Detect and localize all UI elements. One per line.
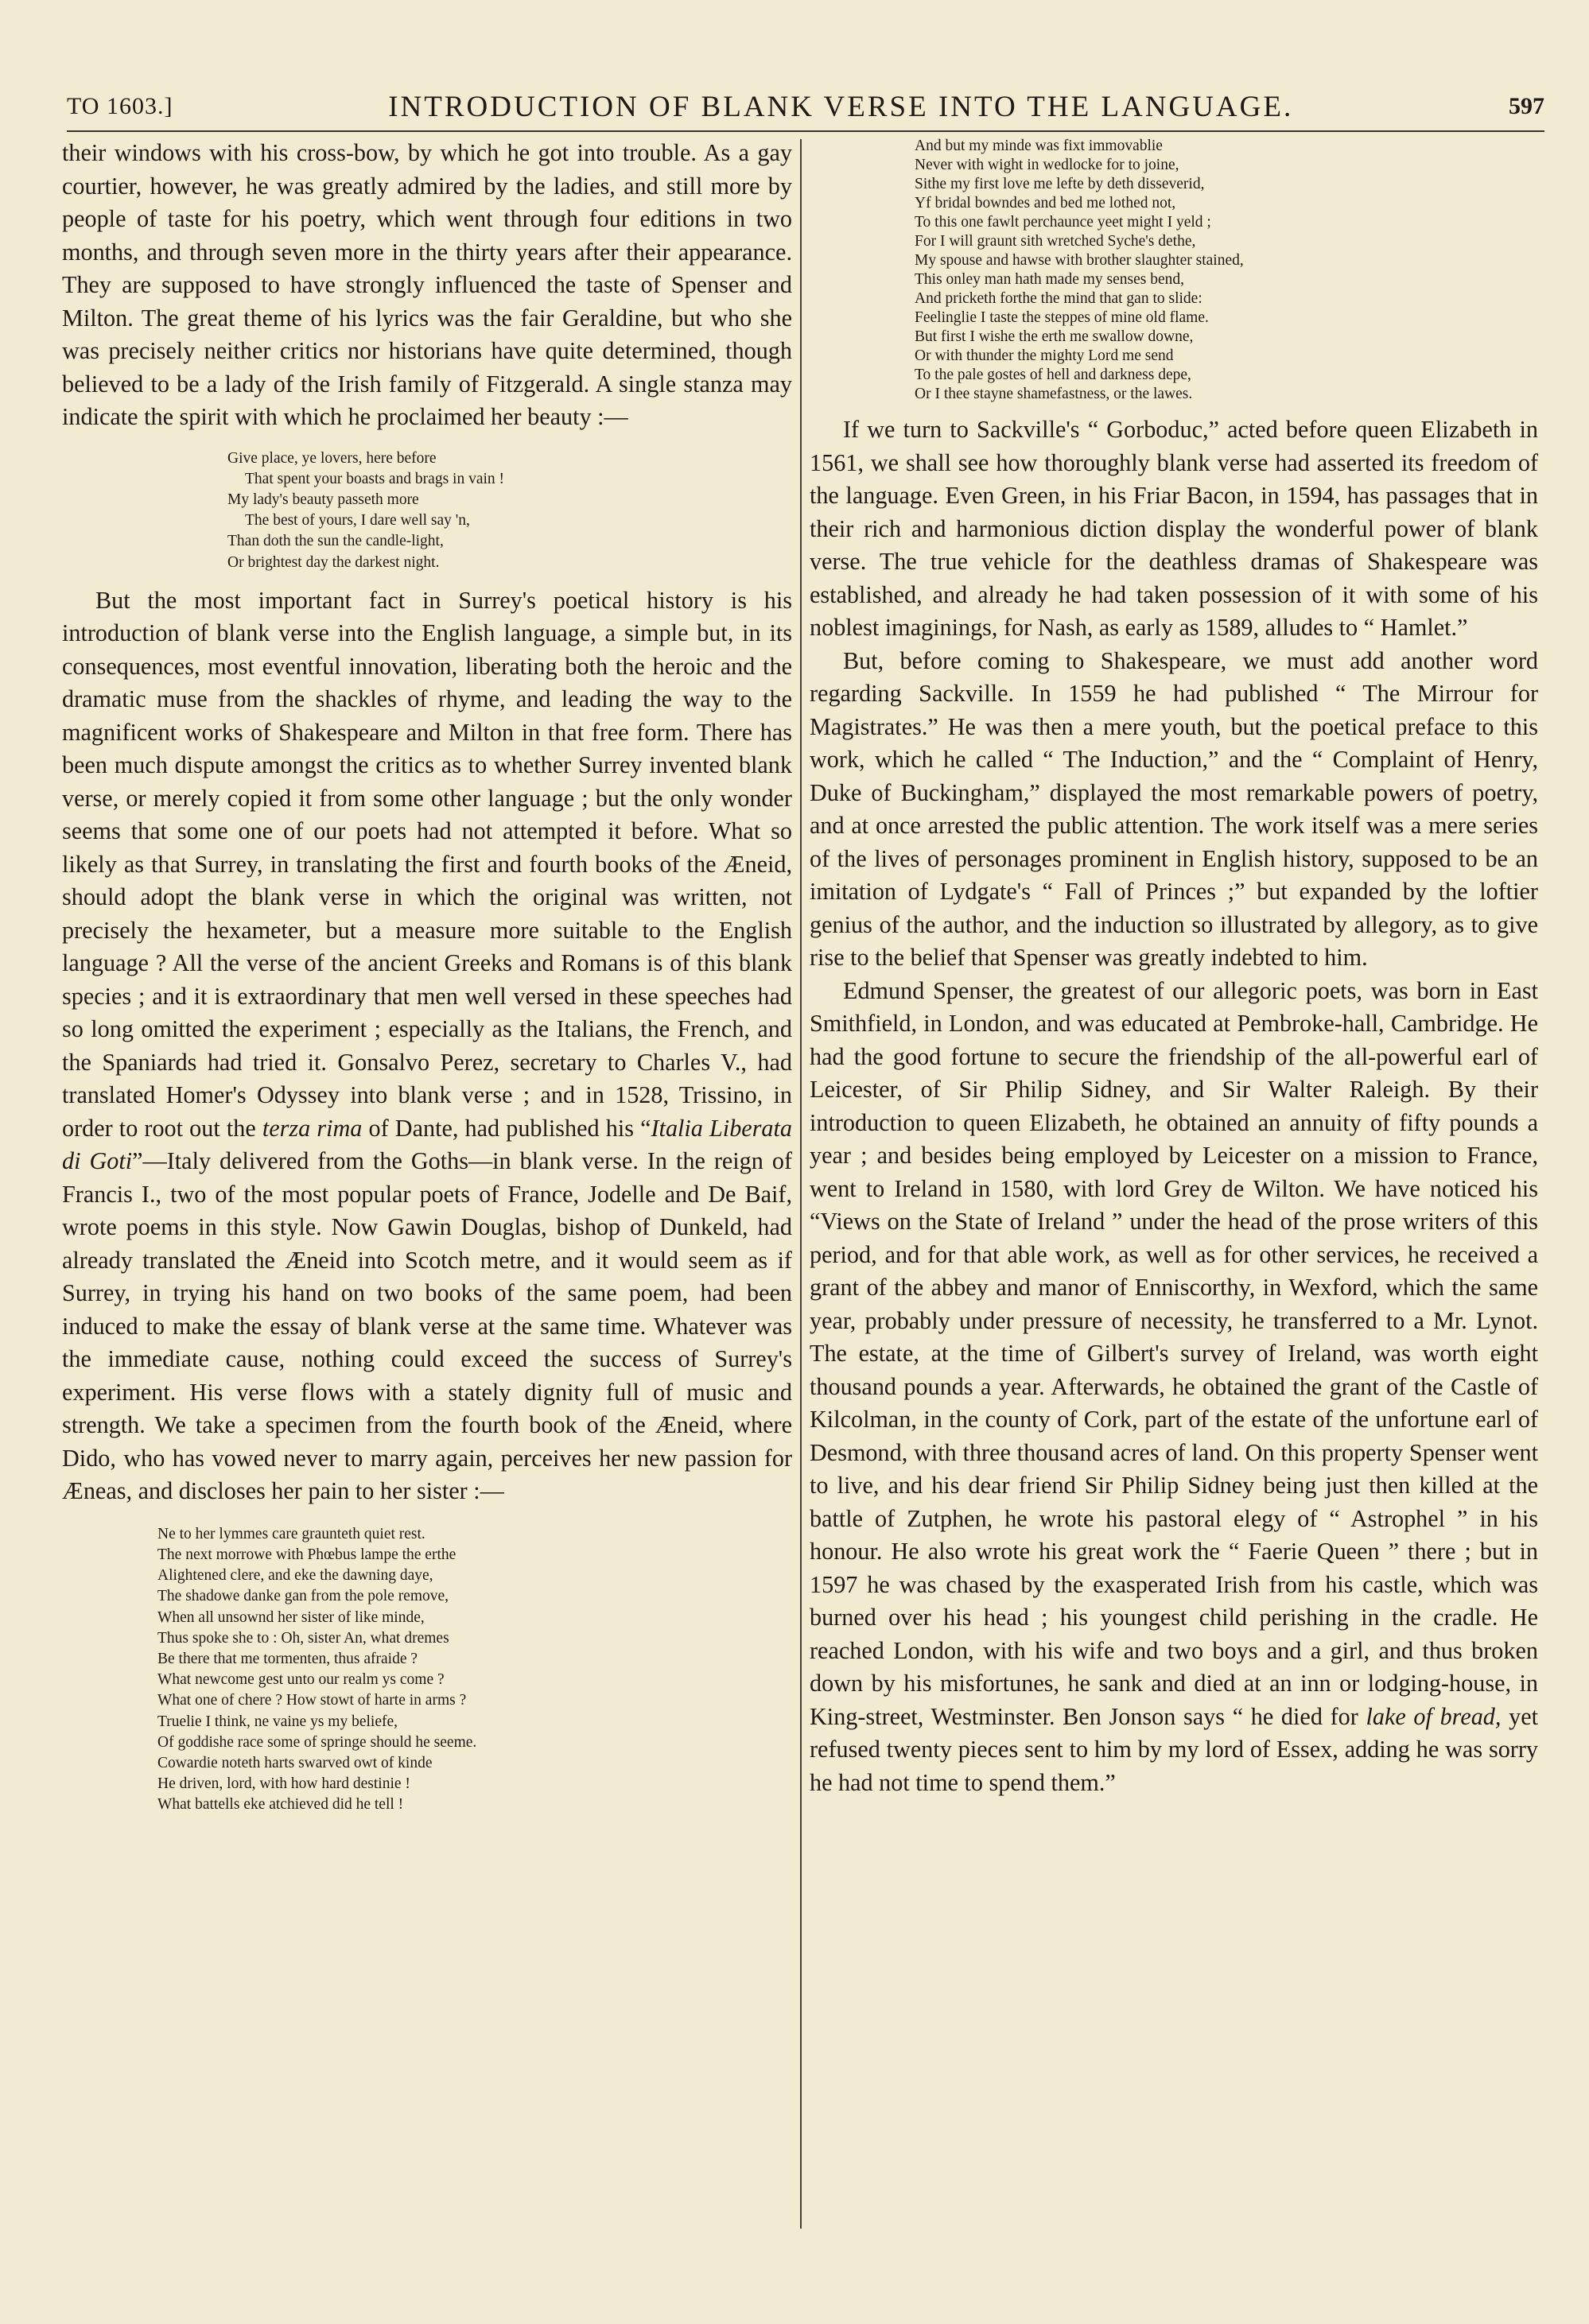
verse-line: To this one fawlt perchaunce yeet might I yeld ;: [915, 214, 1211, 231]
verse-line: Never with wight in wedlocke for to joine,: [915, 157, 1179, 173]
paragraph-gorboduc: If we turn to Sackville's “ Gorboduc,” acted before queen Elizabeth in 1561, we shall see how thoroughly blank verse had asserted its freedom of the language. Even Green, in his Friar Bacon, in 1594, has passages that in their rich and harmonious diction display the wonderful power of blank verse. The true vehicle for the deathless dramas of Shakespeare was established, and already he had taken possession of it with some of his noblest imaginings, for Nash, as early as 1589, alludes to “ Hamlet.”: [810, 416, 1538, 641]
verse-line: What one of chere ? How stowt of harte in arms ?: [157, 1692, 467, 1709]
verse-line: Yf bridal bowndes and bed me lothed not,: [915, 195, 1176, 211]
italic-terza-rima: terza rima: [262, 1114, 363, 1142]
verse-line: The next morrowe with Phœbus lampe the erthe: [157, 1546, 456, 1563]
verse-line: The best of yours, I dare well say 'n,: [245, 512, 470, 530]
verse-line: What battells eke atchieved did he tell !: [157, 1796, 404, 1814]
verse-line: Ne to her lymmes care graunteth quiet rest.: [157, 1525, 425, 1542]
verse-line: To the pale gostes of hell and darkness depe,: [915, 367, 1191, 383]
verse-line: Or with thunder the mighty Lord me send: [915, 347, 1174, 364]
verse-line: The shadowe danke gan from the pole remove,: [157, 1588, 449, 1605]
header-date-range: TO 1603.]: [67, 93, 173, 119]
verse-line: Than doth the sun the candle-light,: [227, 533, 444, 550]
verse-line: And but my minde was fixt immovablie: [915, 138, 1163, 154]
verse-line: Feelinglie I taste the steppes of mine old flame.: [915, 309, 1209, 326]
header-title: INTRODUCTION OF BLANK VERSE INTO THE LANGUAGE.: [388, 90, 1294, 123]
verse-line: My lady's beauty passeth more: [227, 491, 419, 508]
verse-line: When all unsownd her sister of like minde,: [157, 1608, 425, 1626]
running-header: [67, 83, 1544, 132]
verse-line: This onley man hath made my senses bend,: [915, 271, 1185, 288]
verse-line: Alightened clere, and eke the dawning daye,: [157, 1567, 433, 1585]
page-number: 597: [1508, 93, 1544, 119]
verse-line: Or brightest day the darkest night.: [227, 553, 440, 571]
verse-line: And pricketh forthe the mind that gan to slide:: [915, 290, 1202, 307]
verse-line: My spouse and hawse with brother slaughter stained,: [915, 252, 1244, 269]
column-divider: [800, 139, 802, 2229]
verse-line: He driven, lord, with how hard destinie !: [157, 1775, 410, 1793]
paragraph-sackville: But, before coming to Shakespeare, we must add another word regarding Sackville. In 1559 he had published “ The Mirrour for Magistrates.” He was then a mere youth, but the poetical preface to this work, which he called “ The Induction,” and the “ Complaint of Henry, Duke of Buckingham,” displayed the most remarkable powers of poetry, and at once arrested the public attention. The work itself was a mere series of the lives of personages prominent in English history, supposed to be an imitation of Lydgate's “ Fall of Princes ;” but expanded by the loftier genius of the author, and the induction so illustrated by allegory, as to give rise to the belief that Spenser was greatly indebted to him.: [810, 646, 1538, 971]
verse-line: Cowardie noteth harts swarved owt of kinde: [157, 1754, 433, 1771]
verse-line: Sithe my first love me lefte by deth disseverid,: [915, 176, 1205, 192]
verse-line: Give place, ye lovers, here before: [227, 449, 437, 467]
verse-line: What newcome gest unto our realm ys come ?: [157, 1671, 445, 1689]
right-column: [810, 137, 1538, 2276]
geraldine-stanza: [62, 448, 792, 573]
aeneid-extract-part1: [62, 1524, 792, 1816]
left-column: [62, 137, 792, 2276]
paragraph-spenser: Edmund Spenser, the greatest of our allegoric poets, was born in East Smithfield, in London, and was educated at Pembroke-hall, Cambridge. He had the good fortune to secure the friendship of the all-powerful earl of Leicester, of Sir Philip Sidney, and Sir Walter Raleigh. By their introduction to queen Elizabeth, he obtained an annuity of fifty pounds a year ; and besides being employed by Leicester on a mission to France, went to Ireland in 1580, with lord Grey de Wilton. We have noticed his “Views on the State of Ireland ” under the head of the prose writers of this period, and for that able work, as well as for other services, he received a grant of the abbey and manor of Enniscorthy, in Wexford, which the same year, probably under pressure of necessity, he transferred to a Mr. Lynot. The estate, at the time of Gilbert's survey of Ireland, was worth eight thousand pounds a year. Afterwards, he obtained the grant of the Castle of Kilcolman, in the county of Cork, part of the estate of the unfortune earl of Desmond, with three thousand acres of land. On this property Spenser went to live, and his dear friend Sir Philip Sidney being just then killed at the battle of Zutphen, he wrote his pastoral elegy of “ Astrophel ” in his honour. He also wrote his great work the “ Faerie Queen ” there ; but in 1597 he was chased by the exasperated Irish from his castle, which was burned over his head ; his youngest child perishing in the cradle. He reached London, with his wife and two boys and a girl, and thus broken down by his misfortunes, he sank and died at an inn or lodging-house, in King-street, Westminster. Ben Jonson says “ he died for lake of bread, yet refused twenty pieces sent to him by my lord of Essex, adding he was sorry he had not time to spend them.”: [810, 976, 1539, 1796]
verse-line: Truelie I think, ne vaine ys my beliefe,: [157, 1713, 398, 1730]
paragraph-surrey-courtier: their windows with his cross-bow, by which he got into trouble. As a gay courtier, however, he was greatly admired by the ladies, and still more by people of taste for his poetry, which went through four editions in two months, and through seven more in the thirty years after their appearance. They are supposed to have strongly influenced the taste of Spenser and Milton. The great theme of his lyrics was the fair Geraldine, but who she was precisely neither critics nor historians have quite determined, though believed to be a lady of the Irish family of Fitzgerald. A single stanza may indicate the spirit with which he proclaimed her beauty :—: [62, 139, 792, 430]
verse-line: Of goddishe race some of springe should he seeme.: [157, 1733, 477, 1751]
verse-line: But first I wishe the erth me swallow downe,: [915, 328, 1194, 345]
aeneid-extract-part2: [810, 137, 1538, 404]
verse-line: Or I thee stayne shamefastness, or the lawes.: [915, 386, 1193, 402]
italic-lake-of-bread: lake of bread,: [1366, 1702, 1502, 1730]
verse-line: Be there that me tormenten, thus afraide ?: [157, 1650, 418, 1667]
italic-italia-liberata: Italia Liberata di Goti: [62, 1114, 793, 1175]
paragraph-blank-verse: But the most important fact in Surrey's poetical history is his introduction of blank verse into the English language, a simple but, in its consequences, most eventful innovation, liberating both the heroic and the dramatic muse from the shackles of rhyme, and leading the way to the magnificent works of Shakespeare and Milton in that free form. There has been much dispute amongst the critics as to whether Surrey invented blank verse, or merely copied it from some other language ; but the only wonder seems that some one of our poets had not attempted it before. What so likely as that Surrey, in translating the first and fourth books of the Æneid, should adopt the blank verse in which the original was written, not precisely the hexameter, but a measure more suitable to the English language ? All the verse of the ancient Greeks and Romans is of this blank species ; and it is extraordinary that men well versed in these speeches had so long omitted the experiment ; especially as the Italians, the French, and the Spaniards had tried it. Gonsalvo Perez, secretary to Charles V., had translated Homer's Odyssey into blank verse ; and in 1528, Trissino, in order to root out the terza rima of Dante, had published his “Italia Liberata di Goti”—Italy delivered from the Goths—in blank verse. In the reign of Francis I., two of the most popular poets of France, Jodelle and De Baif, wrote poems in this style. Now Gawin Douglas, bishop of Dunkeld, had already translated the Æneid into Scotch metre, and it would seem as if Surrey, in trying his hand on two books of the same poem, had been induced to make the essay of blank verse at the same time. Whatever was the immediate cause, nothing could exceed the success of Surrey's experiment. His verse flows with a stately dignity full of music and strength. We take a specimen from the fourth book of the Æneid, where Dido, who has vowed never to marry again, perceives her new passion for Æneas, and discloses her pain to her sister :—: [62, 586, 793, 1505]
verse-line: That spent your boasts and brags in vain !: [245, 470, 505, 487]
verse-line: For I will graunt sith wretched Syche's dethe,: [915, 233, 1196, 250]
verse-line: Thus spoke she to : Oh, sister An, what dremes: [157, 1629, 449, 1647]
